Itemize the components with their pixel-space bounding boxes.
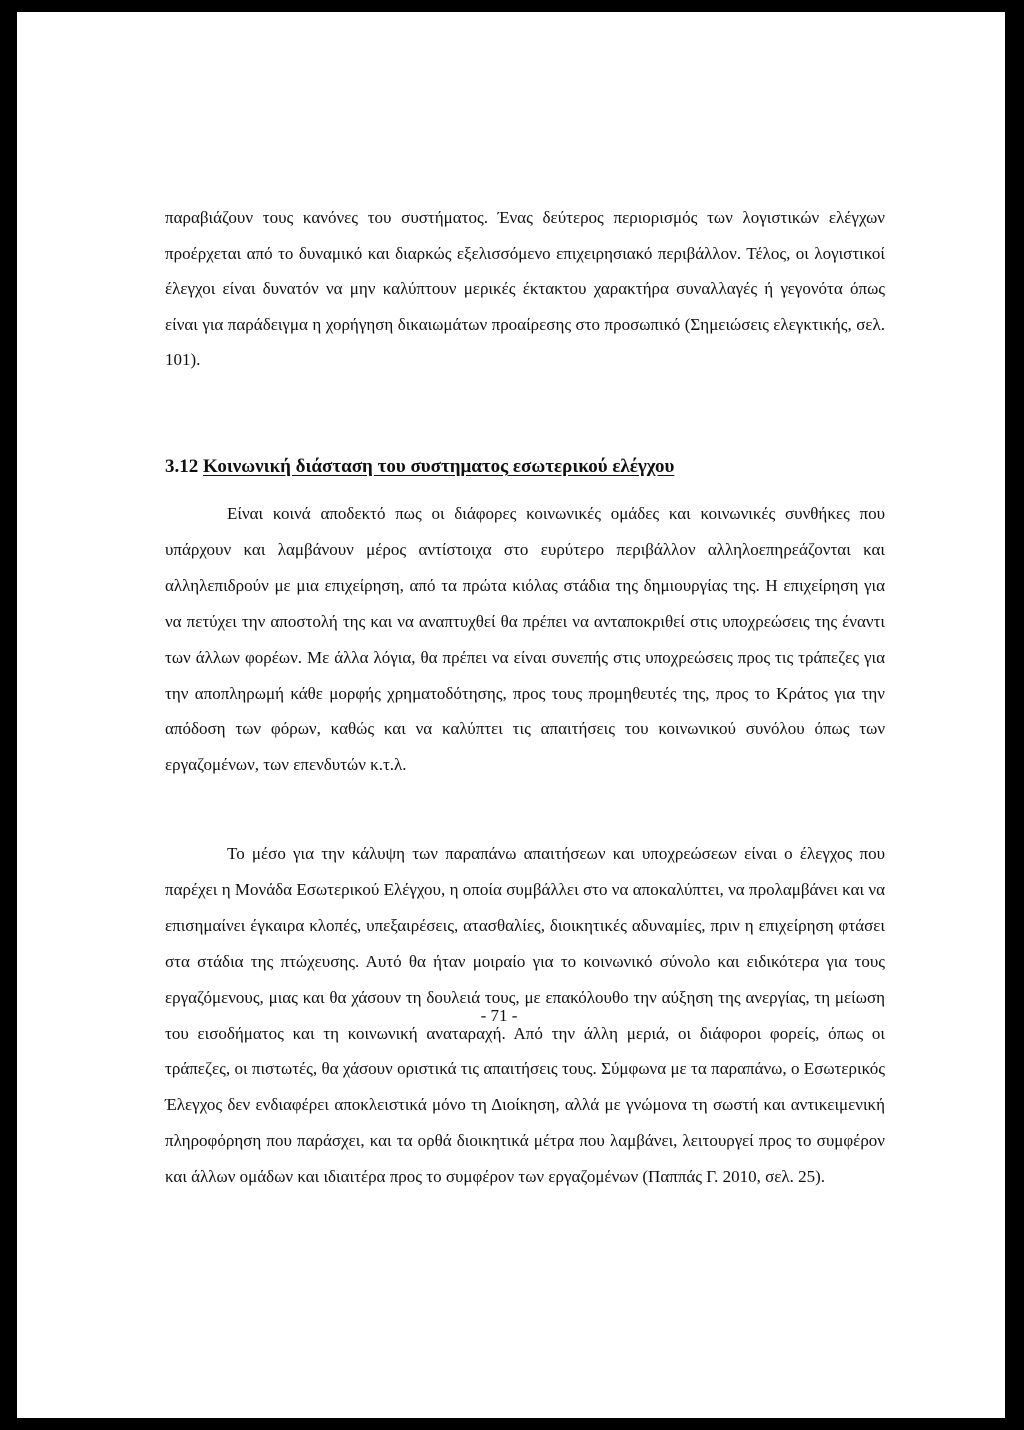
- paragraph-2: Είναι κοινά αποδεκτό πως οι διάφορες κοινωνικές ομάδες και κοινωνικές συνθήκες που υπάρχουν και λαμβάνουν μέρος αντίστοιχα στο ευρύτερο περιβάλλον αλληλοεπηρεάζονται και αλληλεπιδρούν με μια επιχείρηση, από τα πρώτα κιόλας στάδια της δημιουργίας της. Η επιχείρηση για να πετύχει την αποστολή της και να αναπτυχθεί θα πρέπει να ανταποκριθεί στις υποχρεώσεις της έναντι των άλλων φορέων. Με άλλα λόγια, θα πρέπει να είναι συνεπής στις υποχρεώσεις προς τις τράπεζες για την αποπληρωμή κάθε μορφής χρηματοδότησης, προς τους προμηθευτές της, προς το Κράτος για την απόδοση των φόρων, καθώς και να καλύπτει τις απαιτήσεις του κοινωνικού συνόλου όπως των εργαζομένων, των επενδυτών κ.τ.λ.: [165, 504, 885, 775]
- section-heading: [165, 453, 885, 481]
- paragraph-1: παραβιάζουν τους κανόνες του συστήματος. Ένας δεύτερος περιορισμός των λογιστικών ελέγχων προέρχεται από το δυναμικό και διαρκώς εξελισσόμενο επιχειρησιακό περιβάλλον. Τέλος, οι λογιστικοί έλεγχοι είναι δυνατόν να μην καλύπτουν μερικές έκτακτου χαρακτήρα συναλλαγές ή γεγονότα όπως είναι για παράδειγμα η χορήγηση δικαιωμάτων προαίρεσης στο προσωπικό (Σημειώσεις ελεγκτικής, σελ. 101).: [165, 208, 885, 370]
- section-title: Κοινωνική διάσταση του συστηματος εσωτερικού ελέγχου: [203, 456, 675, 477]
- section-number: 3.12: [165, 456, 199, 477]
- paragraph-3: Το μέσο για την κάλυψη των παραπάνω απαιτήσεων και υποχρεώσεων είναι ο έλεγχος που παρέχει η Μονάδα Εσωτερικού Ελέγχου, η οποία συμβάλλει στο να αποκαλύπτει, να προλαμβάνει και να επισημαίνει έγκαιρα κλοπές, υπεξαιρέσεις, ατασθαλίες, διοικητικές αδυναμίες, πριν η επιχείρηση φτάσει στα στάδια της πτώχευσης. Αυτό θα ήταν μοιραίο για το κοινωνικό σύνολο και ειδικότερα για τους εργαζόμενους, μιας και θα χάσουν τη δουλειά τους, με επακόλουθο την αύξηση της ανεργίας, τη μείωση του εισοδήματος και τη κοινωνική αναταραχή. Από την άλλη μεριά, οι διάφοροι φορείς, όπως οι τράπεζες, οι πιστωτές, θα χάσουν οριστικά τις απαιτήσεις τους. Σύμφωνα με τα παραπάνω, ο Εσωτερικός Έλεγχος δεν ενδιαφέρει αποκλειστικά μόνο τη Διοίκηση, αλλά με γνώμονα τη σωστή και αντικειμενική πληροφόρηση που παράσχει, και τα ορθά διοικητικά μέτρα που λαμβάνει, λειτουργεί προς το συμφέρον και άλλων ομάδων και ιδιαιτέρα προς το συμφέρον των εργαζομένων (Παππάς Γ. 2010, σελ. 25).: [165, 844, 885, 1187]
- document-page: [17, 12, 1005, 1418]
- page-number: - 71 -: [480, 1006, 518, 1025]
